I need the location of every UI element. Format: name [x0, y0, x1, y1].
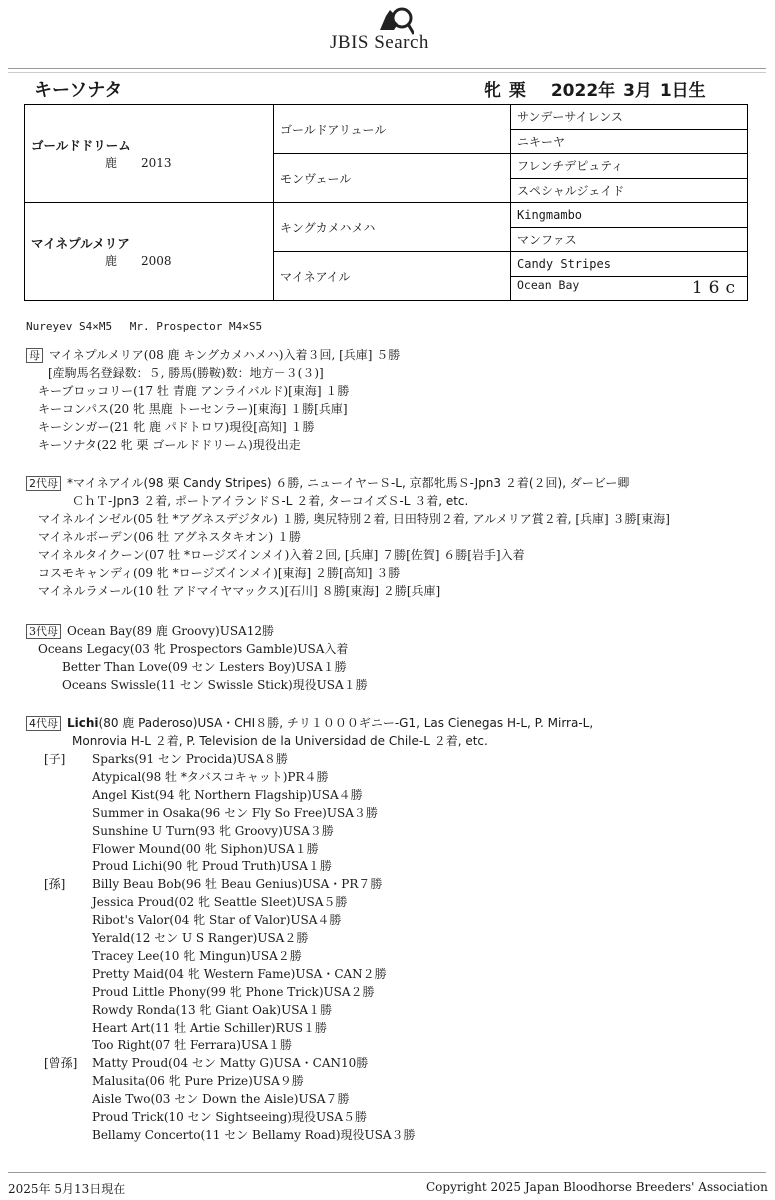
generation-tag: [孫] — [44, 877, 66, 892]
list-item: Angel Kist(94 牝 Northern Flagship)USA４勝 — [92, 787, 363, 802]
dam-sire-dam[interactable]: マンファス — [511, 227, 748, 252]
2nd-dam-record: *マイネアイル(98 栗 Candy Stripes) ６勝, ニューイヤーＳ-L, 京都牝馬Ｓ-Jpn3 ２着(２回), ダービー卿 — [67, 476, 630, 490]
sire-dam-sire[interactable]: フレンチデピュティ — [511, 154, 748, 179]
list-item: Atypical(98 牡 *タバスコキャット)PR４勝 — [92, 769, 329, 784]
list-item: Malusita(06 牝 Pure Prize)USA９勝 — [92, 1074, 304, 1089]
horse-info: 牝 栗 2022年 3月 1日生 — [484, 81, 706, 101]
sire-sire-dam[interactable]: ニキーヤ — [511, 129, 748, 154]
2nd-dam-record-cont: ＣｈＴ-Jpn3 ２着, ポートアイランドＳ-L ２着, ターコイズＳ-L ３着, etc. — [72, 494, 469, 508]
dam-dam-sire[interactable]: Candy Stripes — [511, 252, 748, 277]
list-item: Too Right(07 牡 Ferrara)USA１勝 — [92, 1038, 292, 1053]
list-item: Sparks(91 セン Procida)USA８勝 — [92, 752, 288, 766]
4th-dam-record-cont: Monrovia H-L ２着, P. Television de la Universidad de Chile-L ２着, etc. — [72, 734, 488, 748]
badge-4th-dam: 4代母 — [26, 716, 61, 731]
badge-dam: 母 — [26, 348, 43, 363]
dam-sub: 鹿 2008 — [105, 254, 172, 268]
list-item: Ribot's Valor(04 牝 Star of Valor)USA４勝 — [92, 913, 342, 928]
dam-sire[interactable]: キングカメハメハ — [274, 203, 511, 252]
list-item: マイネルインゼル(05 牡 *アグネスデジタル) １勝, 奥尻特別２着, 日田特別２着, アルメリア賞２着, [兵庫] ３勝[東海] — [38, 512, 670, 526]
list-item: Sunshine U Turn(93 牝 Groovy)USA３勝 — [92, 823, 334, 838]
sire-sire-sire[interactable]: サンデーサイレンス — [511, 105, 748, 130]
list-item: Matty Proud(04 セン Matty G)USA・CAN10勝 — [92, 1056, 369, 1071]
list-item: Jessica Proud(02 牝 Seattle Sleet)USA５勝 — [92, 895, 348, 910]
sire-sire[interactable]: ゴールドアリュール — [274, 105, 511, 154]
sire-sub: 鹿 2013 — [105, 156, 172, 170]
list-item: Rowdy Ronda(13 牝 Giant Oak)USA１勝 — [92, 1002, 333, 1017]
footer-rule — [8, 1172, 766, 1173]
header-rule — [8, 68, 766, 69]
list-item: キーブロッコリー(17 牡 青鹿 アンライバルド)[東海] １勝 — [38, 384, 350, 398]
list-item: Proud Lichi(90 牝 Proud Truth)USA１勝 — [92, 859, 332, 874]
dam-dam-dam[interactable]: Ocean Bay — [517, 278, 580, 293]
list-item: マイネルボーデン(06 牡 アグネスタキオン) １勝 — [38, 530, 301, 544]
badge-3rd-dam: 3代母 — [26, 624, 61, 639]
dam-name[interactable]: マイネプルメリア — [31, 236, 130, 251]
jbis-logo[interactable] — [328, 6, 460, 54]
footer-copyright: Copyright 2025 Japan Bloodhorse Breeders' Association — [426, 1180, 768, 1194]
list-item: Bellamy Concerto(11 セン Bellamy Road)現役USA３勝 — [92, 1127, 416, 1142]
sire-dam-dam[interactable]: スペシャルジェイド — [511, 178, 748, 203]
list-item: Better Than Love(09 セン Lesters Boy)USA１勝 — [62, 660, 347, 674]
dam-offspring-stats: [産駒馬名登録数：５, 勝馬(勝鞍)数：地方－３(３)] — [48, 366, 324, 380]
list-item: Flower Mound(00 牝 Siphon)USA１勝 — [92, 841, 319, 856]
list-item: コスモキャンディ(09 牝 *ロージズインメイ)[東海] ２勝[高知] ３勝 — [38, 566, 401, 580]
generation-tag: [子] — [44, 752, 66, 766]
footer-date: 2025年 5月13日現在 — [8, 1182, 126, 1196]
list-item: Proud Little Phony(99 牝 Phone Trick)USA２勝 — [92, 984, 375, 999]
generation-tag: [曾孫] — [44, 1056, 78, 1071]
badge-2nd-dam: 2代母 — [26, 476, 61, 491]
list-item: マイネルラメール(10 牡 アドマイヤマックス)[石川] ８勝[東海] ２勝[兵庫] — [38, 584, 441, 598]
inbreeding-info: Nureyev S4×M5 Mr. Prospector M4×S5 — [26, 320, 263, 333]
sire-cell — [25, 105, 274, 203]
list-item: キーシンガー(21 牝 鹿 パドトロワ)現役[高知] １勝 — [38, 420, 315, 434]
family-number: 16c — [691, 278, 741, 299]
header-rule-2 — [8, 72, 766, 73]
4th-dam-record: (80 鹿 Paderoso)USA・CHI８勝, チリ１０００ギニー-G1, Las Cienegas H-L, P. Mirra-L, — [98, 716, 594, 730]
list-item: Yerald(12 セン U S Ranger)USA２勝 — [92, 931, 309, 945]
dam-record: マイネプルメリア(08 鹿 キングカメハメハ)入着３回, [兵庫] ５勝 — [49, 348, 401, 362]
list-item: Billy Beau Bob(96 牡 Beau Genius)USA・PR７勝 — [92, 877, 383, 892]
list-item: キーソナタ(22 牝 栗 ゴールドドリーム)現役出走 — [38, 438, 301, 452]
sire-dam[interactable]: モンヴェール — [274, 154, 511, 203]
list-item: Aisle Two(03 セン Down the Aisle)USA７勝 — [92, 1092, 350, 1107]
list-item: Oceans Swissle(11 セン Swissle Stick)現役USA１勝 — [62, 678, 368, 692]
list-item: マイネルタイクーン(07 牡 *ロージズインメイ)入着２回, [兵庫] ７勝[佐賀] ６勝[岩手]入着 — [38, 548, 525, 562]
horse-name: キーソナタ — [34, 80, 123, 101]
list-item: Oceans Legacy(03 牝 Prospectors Gamble)USA入着 — [38, 642, 349, 656]
dam-dam[interactable]: マイネアイル — [274, 252, 511, 301]
dam-dam-dam-cell — [511, 276, 748, 301]
3rd-dam-record: Ocean Bay(89 鹿 Groovy)USA12勝 — [67, 624, 274, 638]
list-item: Pretty Maid(04 牝 Western Fame)USA・CAN２勝 — [92, 966, 387, 981]
list-item: Proud Trick(10 セン Sightseeing)現役USA５勝 — [92, 1110, 367, 1124]
pedigree-table — [24, 104, 748, 301]
dam-cell — [25, 203, 274, 301]
4th-dam-name: Lichi — [67, 716, 99, 730]
sire-name[interactable]: ゴールドドリーム — [31, 138, 131, 153]
list-item: キーコンパス(20 牝 黒鹿 トーセンラー)[東海] １勝[兵庫] — [38, 402, 348, 416]
logo-text: JBIS Search — [330, 32, 429, 53]
list-item: Heart Art(11 牡 Artie Schiller)RUS１勝 — [92, 1020, 327, 1035]
list-item: Tracey Lee(10 牝 Mingun)USA２勝 — [92, 948, 302, 963]
dam-sire-sire[interactable]: Kingmambo — [511, 203, 748, 228]
list-item: Summer in Osaka(96 セン Fly So Free)USA３勝 — [92, 805, 378, 820]
